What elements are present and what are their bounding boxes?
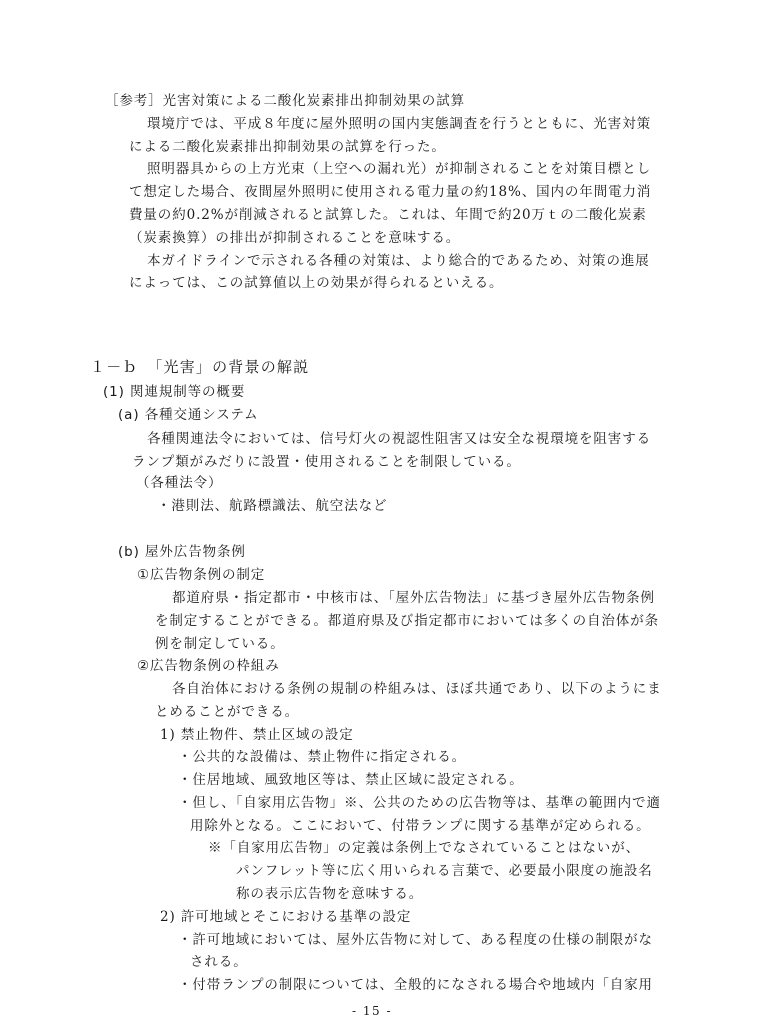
sub-1-title: 1) 禁止物件、禁止区域の設定 [160,727,354,743]
item-a-line2: ランプ類がみだりに設置・使用されることを制限している。 [132,454,521,470]
item-a-line1: 各種関連法令においては、信号灯火の視認性阻害又は安全な視環境を阻害する [147,431,651,447]
section-heading: １－ｂ 「光害」の背景の解説 [90,358,310,376]
reference-p3-line2: によっては、この試算値以上の効果が得られるといえる。 [129,275,504,291]
sub-2-title: 2) 許可地域とそこにおける基準の設定 [160,909,412,925]
page-number: - 15 - [352,1004,393,1018]
sub-1-bullet3-line2: 用除外となる。ここにおいて、付帯ランプに関する基準が定められる。 [190,818,651,834]
sub-2-bullet1-line2: される。 [190,954,248,970]
item-b1-line2: を制定することができる。都道府県及び指定都市においては多くの自治体が条 [155,613,659,629]
item-a-title: (a) 各種交通システム [118,407,259,423]
note-line3: 称の表示広告物を意味する。 [236,886,424,902]
reference-title: ［参考］光害対策による二酸化炭素排出抑制効果の試算 [105,93,465,109]
item-b1-title: ①広告物条例の制定 [137,567,266,583]
reference-p2-line2: て想定した場合、夜間屋外照明に使用される電力量の約18%、国内の年間電力消 [129,184,652,200]
subsection-1-title: (1) 関連規制等の概要 [103,384,246,400]
reference-p1-line2: による二酸化炭素排出抑制効果の試算を行った。 [129,139,446,155]
sub-1-bullet3-line1: ・但し、「自家用広告物」※、公共のための広告物等は、基準の範囲内で適 [178,795,661,811]
item-b2-line2: とめることができる。 [155,704,299,720]
item-b2-title: ②広告物条例の枠組み [137,658,280,674]
laws-list: ・港則法、航路標識法、航空法など [157,498,388,514]
reference-p2-line1: 照明器具からの上方光束（上空への漏れ光）が抑制されることを対策目標とし [147,161,651,177]
reference-p2-line4: （炭素換算）の排出が抑制されることを意味する。 [129,230,461,246]
reference-p3-line1: 本ガイドラインで示される各種の対策は、より総合的であるため、対策の進展 [147,253,650,269]
sub-1-bullet2: ・住居地域、風致地区等は、禁止区域に設定される。 [178,772,524,788]
note-line2: パンフレット等に広く用いられる言葉で、必要最小限度の施設名 [236,863,653,879]
reference-p1-line1: 環境庁では、平成８年度に屋外照明の国内実態調査を行うとともに、光害対策 [147,116,651,132]
sub-2-bullet2-line1: ・付帯ランプの制限については、全般的になされる場合や地域内「自家用 [178,977,653,993]
laws-label: （各種法令） [136,475,223,491]
sub-1-bullet1: ・公共的な設備は、禁止物件に指定される。 [178,749,466,765]
reference-p2-line3: 費量の約0.2%が削減されると試算した。これは、年間で約20万ｔの二酸化炭素 [129,207,647,223]
sub-2-bullet1-line1: ・許可地域においては、屋外広告物に対して、ある程度の仕様の制限がな [178,932,653,948]
item-b1-line3: 例を制定している。 [155,636,285,652]
item-b-title: (b) 屋外広告物条例 [118,544,246,560]
item-b2-line1: 各自治体における条例の規制の枠組みは、ほぼ共通であり、以下のようにま [172,681,662,697]
note-line1: ※「自家用広告物」の定義は条例上でなされていることはないが、 [208,840,640,856]
item-b1-line1: 都道府県・指定都市・中核市は、「屋外広告物法」に基づき屋外広告物条例 [172,590,655,606]
